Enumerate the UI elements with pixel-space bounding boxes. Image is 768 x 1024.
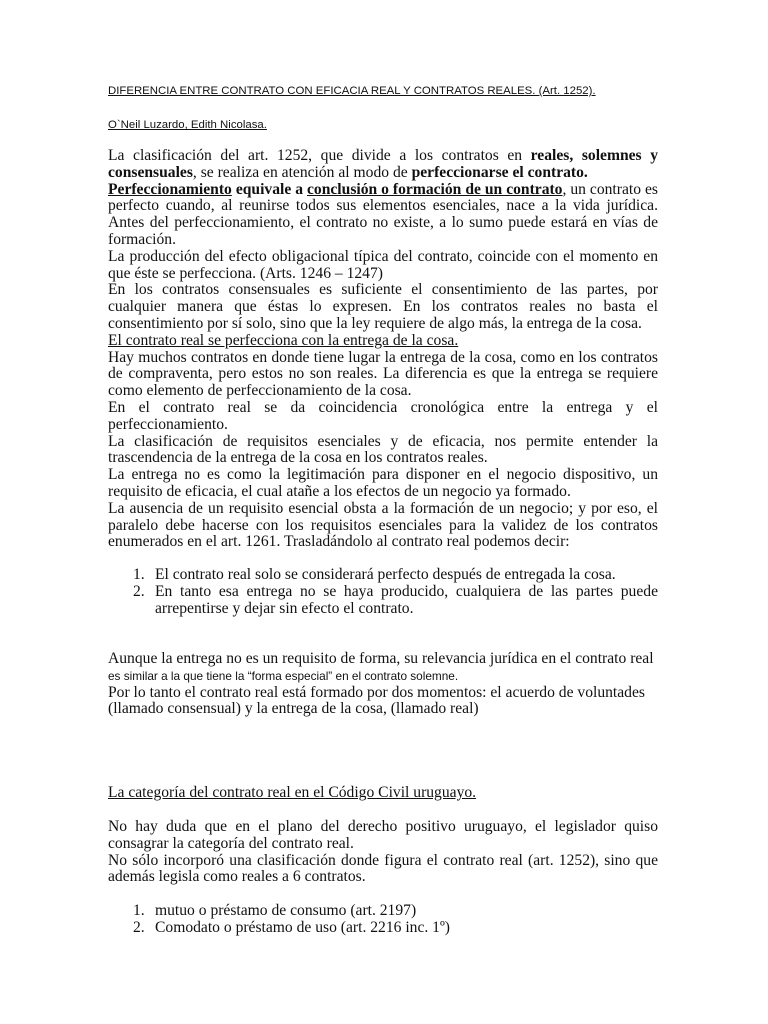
- paragraph-4: En los contratos consensuales es suficiente el consentimiento de las partes, por cualquier manera que éstas lo expresen. En los contratos reales no basta el consentimiento por sí solo, sino que la ley requiere de algo más, la entrega de la cosa.: [108, 281, 658, 332]
- paragraph-12: Por lo tanto el contrato real está formado por dos momentos: el acuerdo de voluntades (llamado consensual) y la entrega de la cosa, (llamado real): [108, 683, 645, 718]
- list-item: 2. En tanto esa entrega no se haya producido, cualquiera de las partes puede arrepentirse y dejar sin efecto el contrato.: [133, 582, 658, 617]
- paragraph-13: No hay duda que en el plano del derecho positivo uruguayo, el legislador quiso consagrar la categoría del contrato real.: [108, 818, 658, 852]
- numbered-list-1: [108, 567, 658, 617]
- list-item: 1. El contrato real solo se considerará perfecto después de entregada la cosa.: [133, 566, 616, 583]
- paragraph-perfeccionamiento: Perfeccionamiento equivale a conclusión o formación de un contrato, un contrato es perfecto cuando, al reunirse todos sus elementos esenciales, nace a la vida jurídica. Antes del perfeccionamiento, el contrato no existe, a lo sumo puede estará en vías de formación.: [108, 180, 658, 248]
- body-section-1: [108, 148, 658, 551]
- paragraph-intro: La clasificación del art. 1252, que divide a los contratos en reales, solemnes y consensuales, se realiza en atención al modo de perfeccionarse el contrato.: [108, 147, 658, 181]
- paragraph-5-underlined: El contrato real se perfecciona con la entrega de la cosa.: [108, 331, 459, 349]
- section-heading: La categoría del contrato real en el Código Civil uruguayo.: [108, 784, 477, 801]
- paragraph-11b: es similar a la que tiene la “forma especial” en el contrato solemne.: [108, 668, 459, 683]
- list-item: 1. mutuo o préstamo de consumo (art. 2197): [133, 902, 417, 919]
- numbered-list-2: [108, 903, 658, 937]
- body-section-2: [108, 651, 668, 718]
- list-item: 2. Comodato o préstamo de uso (art. 2216 inc. 1º): [133, 918, 450, 936]
- paragraph-14: No sólo incorporó una clasificación donde figura el contrato real (art. 1252), sino que además legisla como reales a 6 contratos.: [108, 851, 658, 886]
- paragraph-10: La ausencia de un requisito esencial obsta a la formación de un negocio; y por eso, el paralelo debe hacerse con los requisitos esenciales para la validez de los contratos enumerados en el art. 1261. Trasladándolo al contrato real podemos decir:: [108, 499, 658, 551]
- paragraph-6: Hay muchos contratos en donde tiene lugar la entrega de la cosa, como en los contratos de compraventa, pero estos no son reales. La diferencia es que la entrega se requiere como elemento de perfeccionamiento de la cosa.: [108, 348, 658, 400]
- paragraph-9: La entrega no es como la legitimación para disponer en el negocio dispositivo, un requisito de eficacia, el cual atañe a los efectos de un negocio ya formado.: [108, 466, 658, 500]
- paragraph-11a: Aunque la entrega no es un requisito de forma, su relevancia jurídica en el contrato real: [108, 650, 654, 667]
- paragraph-8: La clasificación de requisitos esenciales y de eficacia, nos permite entender la trascendencia de la entrega de la cosa en los contratos reales.: [108, 432, 658, 467]
- body-section-3: [108, 819, 658, 886]
- document-authors: O`Neil Luzardo, Edith Nicolasa.: [108, 119, 267, 131]
- document-title: DIFERENCIA ENTRE CONTRATO CON EFICACIA REAL Y CONTRATOS REALES. (Art. 1252).: [108, 85, 596, 97]
- paragraph-7: En el contrato real se da coincidencia cronológica entre la entrega y el perfeccionamiento.: [108, 398, 658, 433]
- paragraph-3: La producción del efecto obligacional típica del contrato, coincide con el momento en que éste se perfecciona. (Arts. 1246 – 1247): [108, 247, 658, 282]
